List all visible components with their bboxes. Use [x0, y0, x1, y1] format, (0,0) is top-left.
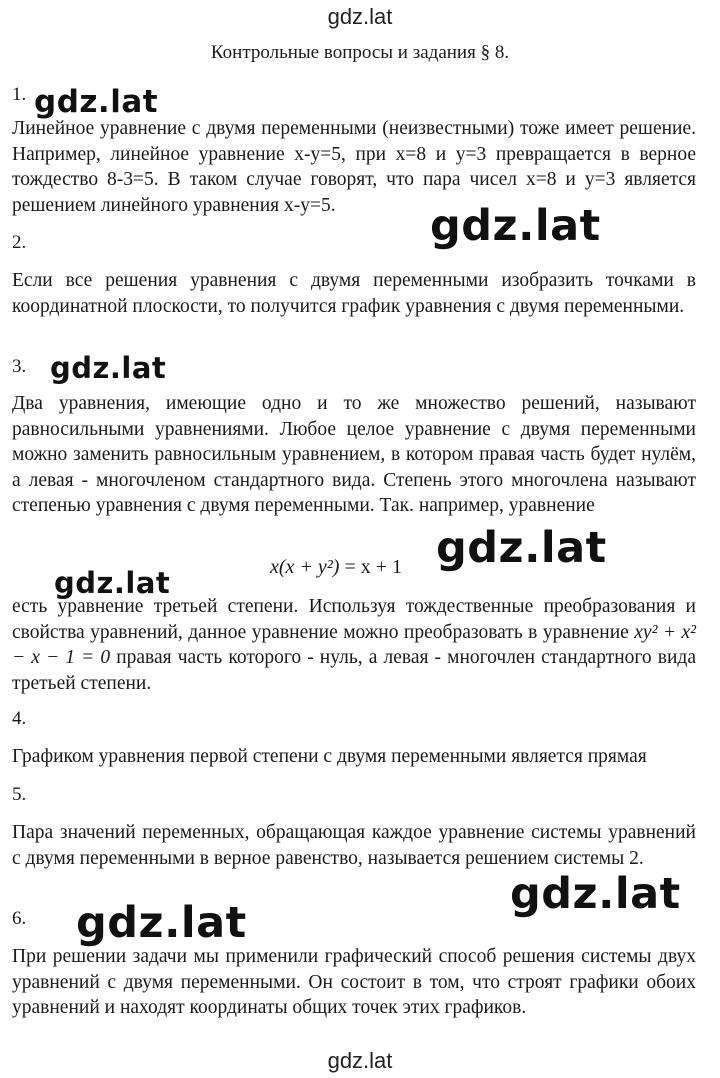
section-text-3b: [12, 594, 696, 696]
site-footer-label: gdz.lat: [327, 1048, 393, 1073]
section-number-6: 6.: [12, 908, 27, 929]
section-text-4: Графиком уравнения первой степени с двумя переменными является прямая: [12, 746, 647, 767]
page-title: Контрольные вопросы и задания § 8.: [210, 42, 510, 63]
section-text-2: Если все решения уравнения с двумя переменными изобразить точками в координатной плоскости, то получится график уравнения с двумя переменными.: [12, 270, 696, 317]
section-number-4: 4.: [12, 708, 27, 729]
inline-formula: xy² + x² − x − 1 = 0: [12, 621, 697, 668]
section-text-3b-part1: есть уравнение третьей степени. Используя тождественные преобразования и свойства уравнений, данное уравнение можно преобразовать в уравнение: [12, 596, 696, 643]
section-text-3a: Два уравнения, имеющие одно и то же множество решений, называют равносильными уравнениями. Любое целое уравнение с двумя переменными можно заменить равносильным уравнением, в котором правая часть будет нулём, а левая - многочленом стандартного вида. Степень этого многочлена называют степенью уравнения с двумя переменными. Так. например, уравнение: [12, 393, 696, 516]
section-text-5: Пара значений переменных, обращающая каждое уравнение системы уравнений с двумя переменными в верное равенство, называется решением системы 2.: [12, 822, 696, 869]
watermark-logo: gdz.lat: [76, 898, 247, 948]
watermark-logo: gdz.lat: [436, 523, 607, 573]
equation-formula: [270, 556, 402, 579]
section-number-1: 1.: [12, 84, 27, 105]
section-number-3: 3.: [12, 356, 27, 377]
watermark-logo: gdz.lat: [50, 351, 167, 385]
section-text-6: При решении задачи мы применили графический способ решения системы двух уравнений с двумя переменными. Он состоит в том, что строят графики обоих уравнений и находят координаты общих точек этих графиков.: [12, 946, 696, 1018]
watermark-logo: gdz.lat: [510, 869, 681, 919]
watermark-logo: gdz.lat: [54, 566, 171, 600]
section-text-3b-part2: правая часть которого - нуль, а левая - многочлен стандартного вида третьей степени.: [12, 647, 696, 694]
section-number-2: 2.: [12, 232, 27, 253]
formula-right: = x + 1: [339, 556, 403, 578]
section-text-1: Линейное уравнение с двумя переменными (неизвестными) тоже имеет решение. Например, линейное уравнение x-y=5, при x=8 и y=3 превращается в верное тождество 8-3=5. В таком случае говорят, что пара чисел x=8 и y=3 является решением линейного уравнения x-y=5.: [12, 118, 696, 216]
formula-left: x(x + y²): [270, 556, 340, 578]
site-header-label: gdz.lat: [327, 4, 393, 29]
watermark-logo: gdz.lat: [34, 84, 159, 120]
section-number-5: 5.: [12, 784, 27, 805]
watermark-logo: gdz.lat: [430, 201, 601, 251]
